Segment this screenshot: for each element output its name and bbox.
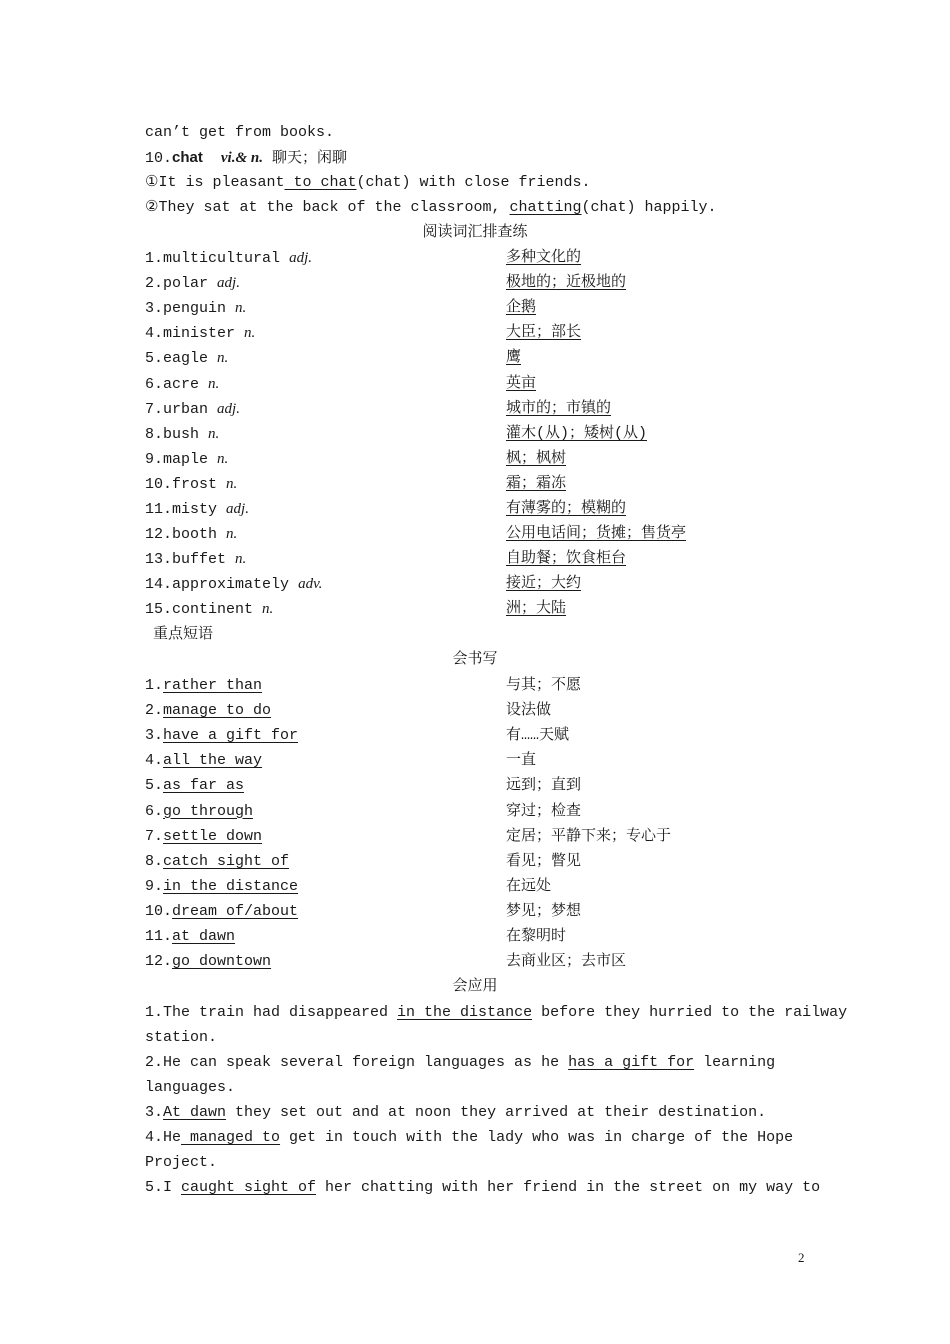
sentence-5: 5.I caught sight of her chatting with her friend in the street on my way to: [145, 1179, 821, 1196]
answer-blank: dream of/about: [172, 902, 299, 920]
subsection-title-apply: 会应用: [452, 978, 498, 995]
vocab-word: 2.polar adj.: [145, 275, 240, 293]
vocab-item: [145, 474, 825, 494]
part-of-speech: n.: [208, 425, 220, 442]
sentence-1: 1.The train had disappeared in the distance before they hurried to the railway: [145, 1004, 848, 1021]
vocab-word: 9.maple n.: [145, 450, 229, 468]
vocab-meaning: 英亩: [506, 374, 537, 392]
entry-word: chat: [172, 149, 203, 166]
vocab-item: [145, 248, 825, 268]
vocab-word: 5.eagle n.: [145, 350, 229, 368]
entry-pos: vi.& n.: [220, 150, 263, 166]
vocab-word: 12.booth n.: [145, 526, 238, 544]
phrase-english: 3.have a gift for: [145, 727, 299, 745]
part-of-speech: n.: [208, 375, 220, 392]
phrase-english: 10.dream of/about: [145, 902, 299, 920]
vocab-meaning: 自助餐；饮食柜台: [506, 550, 627, 568]
vocab-item: [145, 273, 825, 293]
phrase-meaning: 在远处: [506, 877, 552, 895]
part-of-speech: n.: [235, 551, 247, 568]
part-of-speech: adj.: [289, 250, 312, 266]
vocab-meaning: 大臣；部长: [506, 324, 582, 342]
phrase-english: 12.go downtown: [145, 953, 272, 971]
part-of-speech: n.: [226, 526, 238, 543]
vocab-item: [145, 399, 825, 419]
vocab-item: [145, 374, 825, 394]
answer-blank: have a gift for: [163, 727, 299, 745]
page-number: 2: [798, 1250, 805, 1265]
answer-blank: At dawn: [163, 1104, 227, 1121]
answer-blank: catch sight of: [163, 852, 290, 870]
phrase-meaning: 设法做: [506, 702, 552, 720]
vocab-meaning: 多种文化的: [506, 249, 582, 266]
phrase-item: [145, 927, 825, 947]
phrase-english: 11.at dawn: [145, 928, 236, 945]
vocab-meaning: 鹰: [506, 349, 522, 367]
vocab-item: [145, 524, 825, 544]
sentence-3: 3.At dawn they set out and at noon they arrived at their destination.: [145, 1104, 767, 1121]
phrase-meaning: 远到；直到: [506, 777, 582, 795]
vocab-item: [145, 323, 825, 343]
vocab-item: [145, 424, 825, 444]
vocab-meaning: 极地的；近极地的: [506, 274, 627, 292]
entry-chat: 10.chat vi.& n. 聊天；闲聊: [145, 149, 347, 167]
vocab-meaning: 接近；大约: [506, 575, 582, 593]
phrase-meaning: 与其；不愿: [506, 677, 582, 694]
phrase-english: 9.in the distance: [145, 877, 299, 895]
answer-blank: to chat: [284, 174, 357, 191]
vocab-meaning: 霜；霜冻: [506, 474, 567, 492]
vocab-item: [145, 499, 825, 519]
answer-blank: all the way: [163, 752, 263, 770]
vocab-item: [145, 549, 825, 569]
part-of-speech: adj.: [217, 400, 240, 417]
phrase-meaning: 有……天赋: [506, 727, 570, 745]
vocab-meaning: 企鹅: [506, 299, 537, 317]
part-of-speech: adj.: [226, 501, 249, 517]
phrase-english: 2.manage to do: [145, 702, 272, 720]
phrase-meaning: 一直: [506, 752, 537, 770]
vocab-meaning: 灌木(从)；矮树(从): [506, 424, 648, 442]
sentence-4: 4.He managed to get in touch with the lady who was in charge of the Hope: [145, 1129, 794, 1146]
vocab-item: [145, 298, 825, 318]
phrase-item: [145, 751, 825, 771]
vocab-meaning: 有薄雾的；模糊的: [506, 500, 627, 517]
part-of-speech: n.: [262, 601, 274, 618]
vocab-item: [145, 574, 825, 594]
vocab-word: 13.buffet n.: [145, 551, 247, 569]
part-of-speech: adj.: [217, 275, 240, 292]
vocab-word: 11.misty adj.: [145, 501, 249, 518]
vocab-meaning: 枫；枫树: [506, 449, 567, 467]
phrase-item: [145, 701, 825, 721]
part-of-speech: n.: [235, 300, 247, 317]
answer-blank: in the distance: [163, 877, 299, 895]
answer-blank: go through: [163, 802, 254, 820]
answer-blank: rather than: [163, 677, 263, 694]
vocab-word: 6.acre n.: [145, 375, 220, 393]
phrase-meaning: 定居；平静下来；专心于: [506, 827, 672, 845]
vocab-word: 1.multicultural adj.: [145, 250, 312, 267]
phrase-english: 6.go through: [145, 802, 254, 820]
sentence-1-cont: station.: [145, 1029, 218, 1046]
part-of-speech: adv.: [298, 576, 323, 593]
example-2: ②They sat at the back of the classroom, chatting(chat) happily.: [145, 199, 717, 216]
phrase-item: [145, 676, 825, 696]
vocab-item: [145, 599, 825, 619]
part-of-speech: n.: [217, 450, 229, 467]
phrase-meaning: 梦见；梦想: [506, 902, 582, 920]
phrase-item: [145, 827, 825, 847]
sentence-4-cont: Project.: [145, 1154, 218, 1171]
vocab-item: [145, 348, 825, 368]
vocab-word: 10.frost n.: [145, 475, 238, 493]
phrase-item: [145, 726, 825, 746]
phrase-english: 7.settle down: [145, 827, 263, 845]
vocab-meaning: 城市的；市镇的: [506, 399, 612, 417]
answer-blank: manage to do: [163, 702, 272, 720]
sentence-2-cont: languages.: [145, 1079, 236, 1096]
section-title-phrases: 重点短语: [153, 626, 214, 643]
phrase-english: 5.as far as: [145, 777, 245, 795]
vocab-meaning: 公用电话间；货摊；售货亭: [506, 525, 687, 543]
subsection-title-write: 会书写: [452, 651, 498, 668]
vocab-word: 4.minister n.: [145, 325, 256, 343]
phrase-item: [145, 902, 825, 922]
vocab-word: 7.urban adj.: [145, 400, 240, 418]
part-of-speech: n.: [244, 325, 256, 342]
answer-blank: settle down: [163, 827, 263, 845]
section-title-reading: 阅读词汇排查练: [422, 224, 528, 241]
phrase-item: [145, 802, 825, 822]
vocab-word: 14.approximately adv.: [145, 576, 323, 594]
phrase-item: [145, 877, 825, 897]
answer-blank: go downtown: [172, 953, 272, 971]
answer-blank: in the distance: [397, 1004, 533, 1021]
phrase-english: 4.all the way: [145, 752, 263, 770]
phrase-meaning: 在黎明时: [506, 928, 567, 945]
answer-blank: managed to: [181, 1129, 281, 1146]
phrase-meaning: 穿过；检查: [506, 802, 582, 820]
phrase-meaning: 看见；瞥见: [506, 852, 582, 870]
answer-blank: caught sight of: [181, 1179, 317, 1196]
phrase-meaning: 去商业区；去市区: [506, 953, 627, 971]
vocab-item: [145, 449, 825, 469]
part-of-speech: n.: [217, 350, 229, 367]
answer-blank: has a gift for: [568, 1054, 695, 1071]
vocab-word: 15.continent n.: [145, 601, 274, 619]
vocab-word: 8.bush n.: [145, 425, 220, 443]
entry-meaning: 聊天；闲聊: [271, 150, 347, 167]
phrase-english: 1.rather than: [145, 677, 263, 694]
answer-blank: as far as: [163, 777, 245, 795]
sentence-2: 2.He can speak several foreign languages as he has a gift for learning: [145, 1054, 776, 1071]
answer-blank: at dawn: [172, 928, 236, 945]
phrase-item: [145, 852, 825, 872]
text-line: can’t get from books.: [145, 124, 335, 141]
part-of-speech: n.: [226, 475, 238, 492]
phrase-item: [145, 776, 825, 796]
example-1: ①It is pleasant to chat(chat) with close friends.: [145, 174, 591, 191]
phrase-item: [145, 952, 825, 972]
vocab-word: 3.penguin n.: [145, 300, 247, 318]
phrase-english: 8.catch sight of: [145, 852, 290, 870]
vocab-meaning: 洲；大陆: [506, 600, 567, 618]
answer-blank: chatting: [509, 199, 582, 216]
